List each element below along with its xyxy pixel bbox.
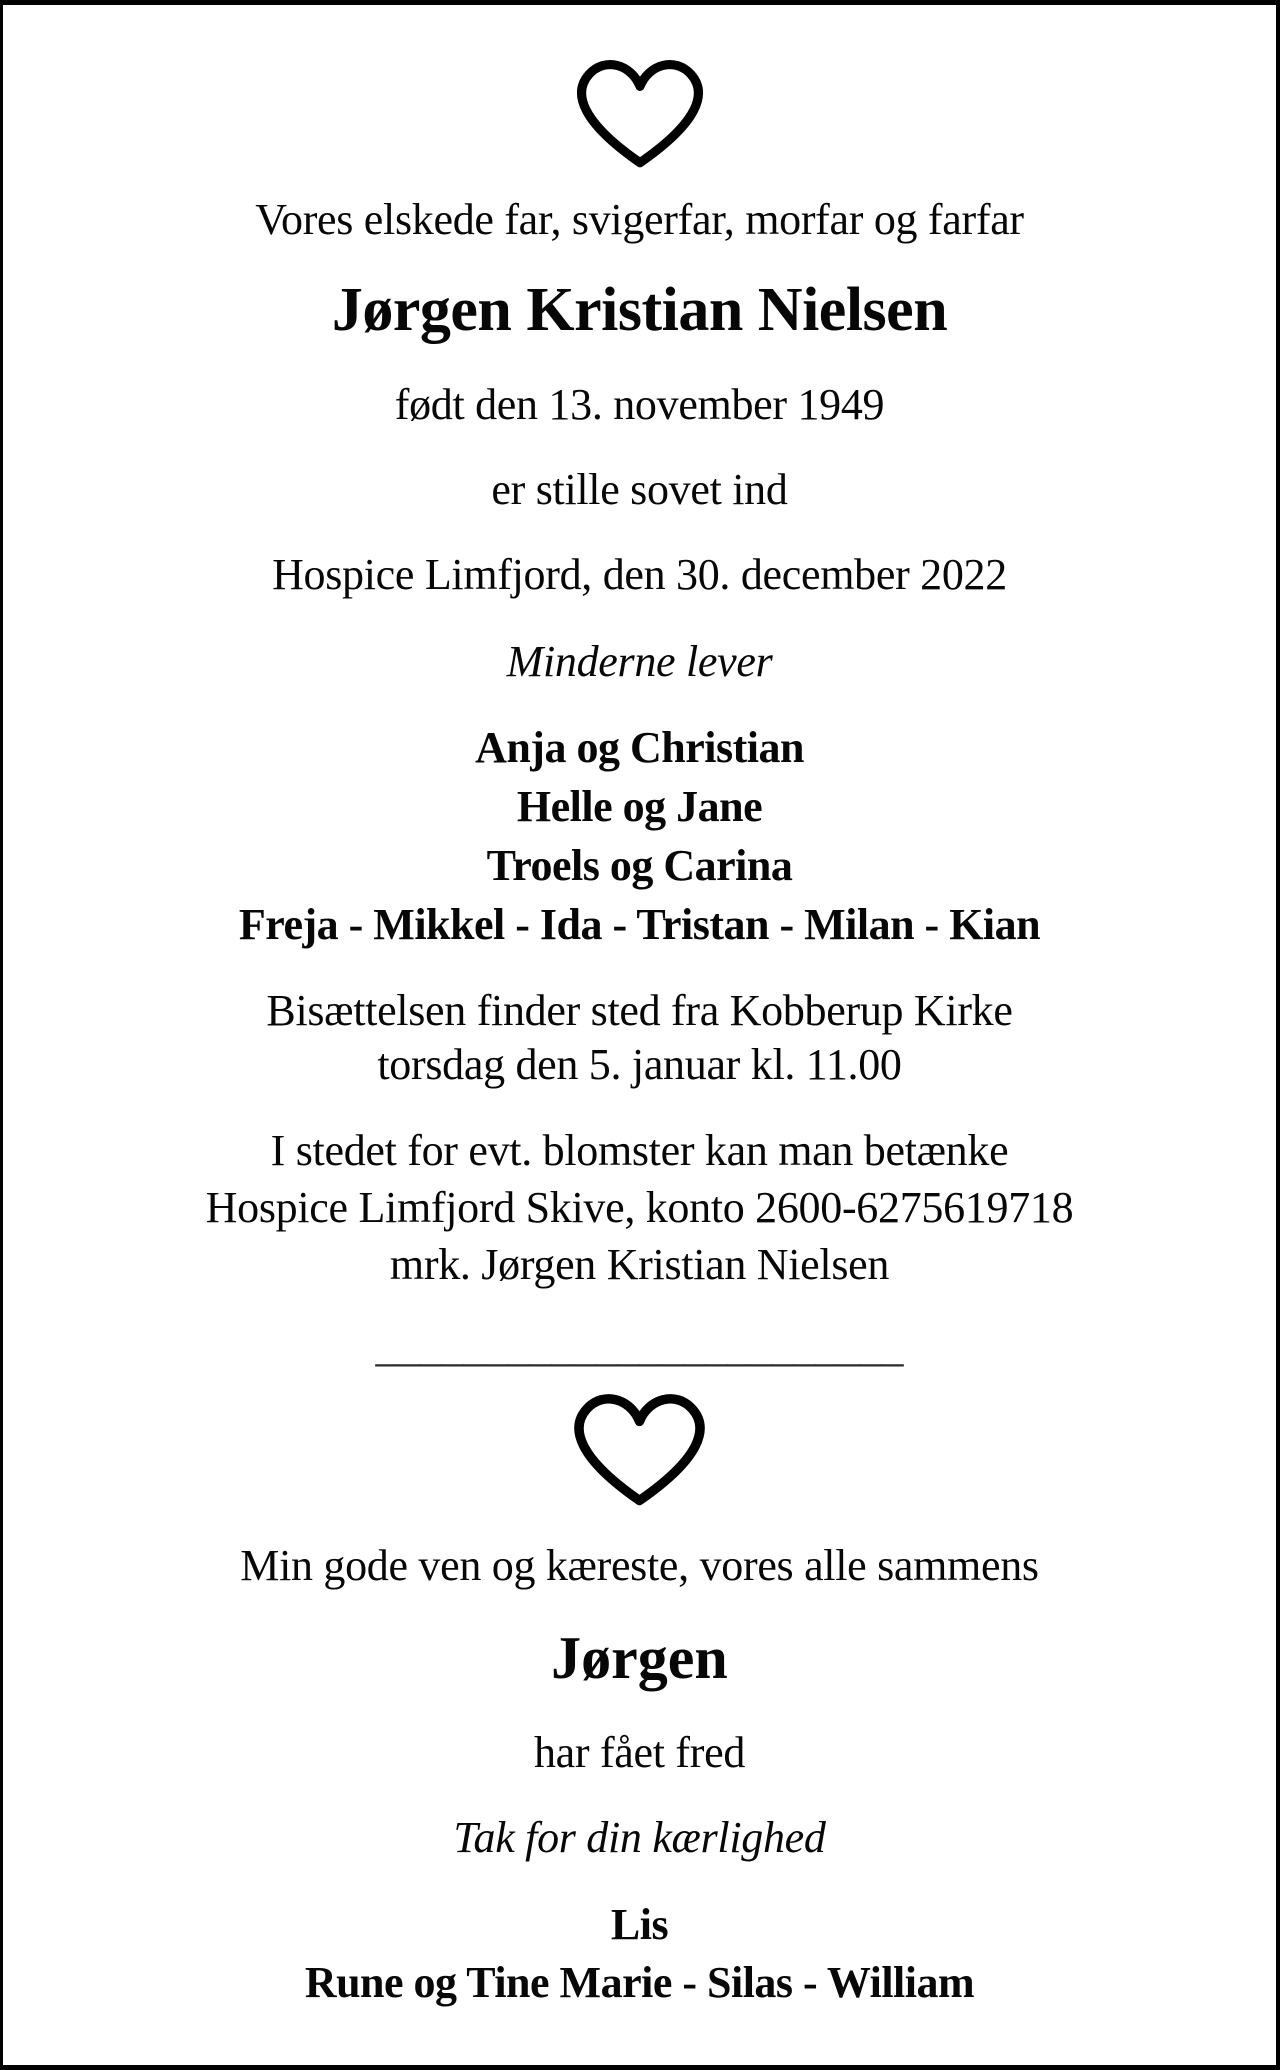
family-names-block [3, 718, 1276, 954]
motto-line: Minderne lever [506, 637, 773, 686]
service-line: Bisættelsen finder sted fra Kobberup Kirke [266, 986, 1013, 1035]
passing-line-secondary: har fået fred [533, 1728, 746, 1777]
donation-info-block [3, 1122, 1276, 1293]
donation-line: Hospice Limfjord Skive, konto 2600-6275619718 [205, 1183, 1074, 1232]
family-line: Anja og Christian [475, 723, 804, 772]
intro-line: Vores elskede far, svigerfar, morfar og farfar [255, 195, 1024, 244]
family-line: Helle og Jane [516, 782, 763, 831]
service-info-block [3, 984, 1276, 1092]
place-date-line: Hospice Limfjord, den 30. december 2022 [272, 550, 1007, 599]
family-names-block-secondary [3, 1896, 1276, 2012]
heart-icon [570, 57, 710, 169]
family-line: Freja - Mikkel - Ida - Tristan - Milan - Kian [238, 900, 1041, 949]
separator-line: ________________________ [375, 1322, 904, 1371]
heart-icon [567, 1391, 712, 1507]
motto-line-secondary: Tak for din kærlighed [453, 1813, 826, 1862]
service-line: torsdag den 5. januar kl. 11.00 [377, 1040, 902, 1089]
donation-line: I stedet for evt. blomster kan man betænke [270, 1126, 1009, 1175]
donation-line: mrk. Jørgen Kristian Nielsen [389, 1240, 890, 1289]
deceased-name: Jørgen Kristian Nielsen [331, 276, 948, 344]
deceased-name-secondary: Jørgen [551, 1625, 728, 1691]
intro-line-secondary: Min gode ven og kæreste, vores alle sammens [240, 1541, 1039, 1590]
family-line: Rune og Tine Marie - Silas - William [304, 1958, 975, 2007]
birth-date-line: født den 13. november 1949 [394, 380, 885, 429]
family-line: Lis [610, 1900, 669, 1949]
passing-line: er stille sovet ind [491, 465, 788, 514]
family-line: Troels og Carina [486, 841, 793, 890]
